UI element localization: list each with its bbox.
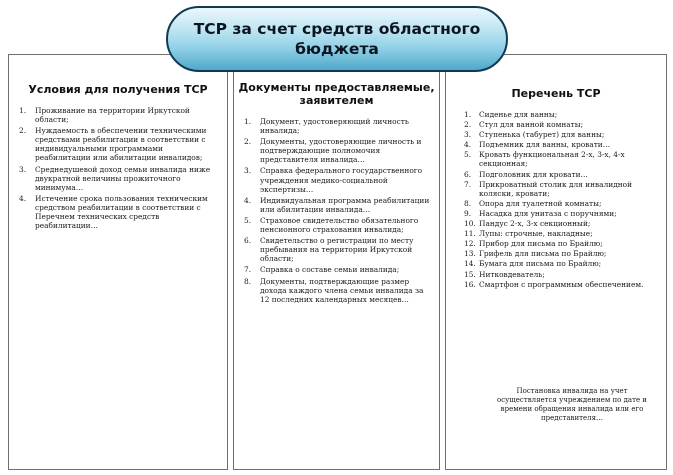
document-item bbox=[244, 216, 431, 234]
list-item-text: Насадка для унитаза с поручнями; bbox=[479, 208, 617, 218]
tsr-list-column bbox=[445, 54, 667, 470]
document-item bbox=[244, 166, 431, 193]
conditions-list bbox=[19, 106, 219, 230]
tsr-item bbox=[464, 150, 658, 168]
documents-list bbox=[244, 117, 431, 304]
list-item-text: Подъемник для ванны, кровати… bbox=[479, 140, 611, 150]
list-item-text: Прибор для письма по Брайлю; bbox=[479, 239, 603, 249]
list-item-text: Смартфон с программным обеспечением. bbox=[479, 279, 644, 289]
document-item bbox=[244, 137, 431, 164]
list-item-text: Нуждаемость в обеспечении техническими средствами реабилитации в соответствии с индивидуальными программами реабилитации или абилитации инвалидов; bbox=[35, 126, 207, 163]
tsr-item bbox=[464, 229, 658, 238]
document-item bbox=[244, 236, 431, 263]
list-item-text: Пандус 2-х, 3-х секционный; bbox=[479, 219, 591, 229]
list-item-text: Документ, удостоверяющий личность инвалида; bbox=[260, 117, 409, 136]
tsr-item bbox=[464, 110, 658, 119]
list-item-text: Стул для ванной комнаты; bbox=[479, 120, 584, 130]
list-item-number: 1. bbox=[464, 110, 472, 119]
list-item-number: 5. bbox=[244, 215, 252, 225]
list-item-number: 3. bbox=[464, 130, 472, 140]
tsr-item bbox=[464, 199, 658, 208]
list-item-number: 2. bbox=[464, 120, 472, 130]
tsr-list bbox=[464, 110, 658, 289]
list-item-text: Свидетельство о регистрации по месту пребывания на территории Иркутской области; bbox=[260, 236, 414, 264]
list-item-text: Грифель для письма по Брайлю; bbox=[479, 249, 607, 259]
condition-item bbox=[19, 165, 219, 192]
list-item-text: Проживание на территории Иркутской области; bbox=[35, 106, 190, 125]
list-item-number: 1. bbox=[244, 117, 252, 126]
list-item-number: 4. bbox=[19, 193, 27, 203]
list-item-number: 6. bbox=[464, 169, 472, 179]
list-item-number: 4. bbox=[464, 140, 472, 150]
list-item-text: Справка федерального государственного учреждения медико-социальной экспертизы… bbox=[260, 166, 423, 194]
list-item-text: Страховое свидетельство обязательного пенсионного страхования инвалида; bbox=[260, 215, 419, 235]
list-item-number: 2. bbox=[244, 137, 252, 147]
tsr-item bbox=[464, 170, 658, 179]
list-item-text: Опора для туалетной комнаты; bbox=[479, 198, 602, 208]
title-banner bbox=[166, 6, 508, 72]
conditions-heading: Условия для получения ТСР bbox=[28, 83, 208, 96]
list-item-text: Сиденье для ванны; bbox=[479, 110, 558, 119]
list-item-text: Справка о составе семьи инвалида; bbox=[260, 265, 400, 275]
document-item bbox=[244, 265, 431, 274]
tsr-item bbox=[464, 280, 658, 289]
registration-note: Постановка инвалида на учет осуществляется учреждением по дате и времени обращения инвалида или его представителя… bbox=[497, 387, 647, 422]
condition-item bbox=[19, 126, 219, 162]
list-item-number: 7. bbox=[464, 179, 472, 189]
list-item-number: 2. bbox=[19, 126, 27, 136]
condition-item bbox=[19, 194, 219, 230]
list-item-number: 8. bbox=[244, 276, 252, 286]
list-item-number: 8. bbox=[464, 198, 472, 208]
tsr-item bbox=[464, 130, 658, 139]
tsr-item bbox=[464, 270, 658, 279]
list-item-number: 12. bbox=[464, 239, 476, 249]
list-item-text: Ступенька (табурет) для ванны; bbox=[479, 130, 605, 140]
documents-column bbox=[233, 54, 440, 470]
list-item-number: 14. bbox=[464, 259, 476, 269]
list-item-text: Индивидуальная программа реабилитации или абилитации инвалида… bbox=[260, 195, 430, 214]
list-item-number: 5. bbox=[464, 150, 472, 160]
document-item bbox=[244, 196, 431, 214]
list-item-text: Прикроватный столик для инвалидной коляски, кровати; bbox=[479, 179, 633, 198]
tsr-item bbox=[464, 140, 658, 149]
list-item-text: Документы, удостоверяющие личность и подтверждающие полномочия представителя инвалида… bbox=[260, 137, 422, 165]
tsr-item bbox=[464, 209, 658, 218]
tsr-item bbox=[464, 239, 658, 248]
list-item-number: 4. bbox=[244, 195, 252, 205]
list-item-number: 3. bbox=[244, 166, 252, 176]
list-item-number: 9. bbox=[464, 208, 472, 218]
tsr-item bbox=[464, 259, 658, 268]
list-item-number: 1. bbox=[19, 106, 27, 115]
tsr-item bbox=[464, 249, 658, 258]
list-item-text: Бумага для письма по Брайлю; bbox=[479, 259, 602, 269]
documents-heading: Документы предоставляемые, заявителем bbox=[238, 81, 435, 107]
list-item-number: 11. bbox=[464, 229, 476, 239]
list-item-number: 6. bbox=[244, 236, 252, 246]
tsr-item bbox=[464, 219, 658, 228]
condition-item bbox=[19, 106, 219, 124]
document-item bbox=[244, 277, 431, 304]
list-item-text: Истечение срока пользования техническим средством реабилитации в соответствии с Перечнем технических средств реабилитации… bbox=[35, 193, 208, 231]
list-item-text: Среднедушевой доход семьи инвалида ниже двукратной величины прожиточного минимума… bbox=[35, 164, 211, 192]
list-item-number: 3. bbox=[19, 164, 27, 174]
list-item-number: 13. bbox=[464, 249, 476, 259]
list-item-number: 16. bbox=[464, 279, 476, 289]
list-item-text: Лупы: строчные, накладные; bbox=[479, 229, 593, 239]
list-item-text: Подголовник для кровати… bbox=[479, 169, 588, 179]
page-title: ТСР за счет средств областного бюджета bbox=[193, 20, 481, 58]
tsr-item bbox=[464, 180, 658, 198]
list-item-number: 7. bbox=[244, 265, 252, 275]
list-item-number: 15. bbox=[464, 269, 476, 279]
tsr-list-heading: Перечень ТСР bbox=[511, 87, 601, 100]
list-item-text: Документы, подтверждающие размер дохода каждого члена семьи инвалида за 12 последних календарных месяцев… bbox=[260, 276, 424, 304]
list-item-number: 10. bbox=[464, 219, 476, 229]
tsr-item bbox=[464, 120, 658, 129]
list-item-text: Нитковдеватель; bbox=[479, 269, 545, 279]
conditions-column bbox=[8, 54, 228, 470]
list-item-text: Кровать функциональная 2-х, 3-х, 4-х секционная; bbox=[479, 150, 625, 169]
document-item bbox=[244, 117, 431, 135]
